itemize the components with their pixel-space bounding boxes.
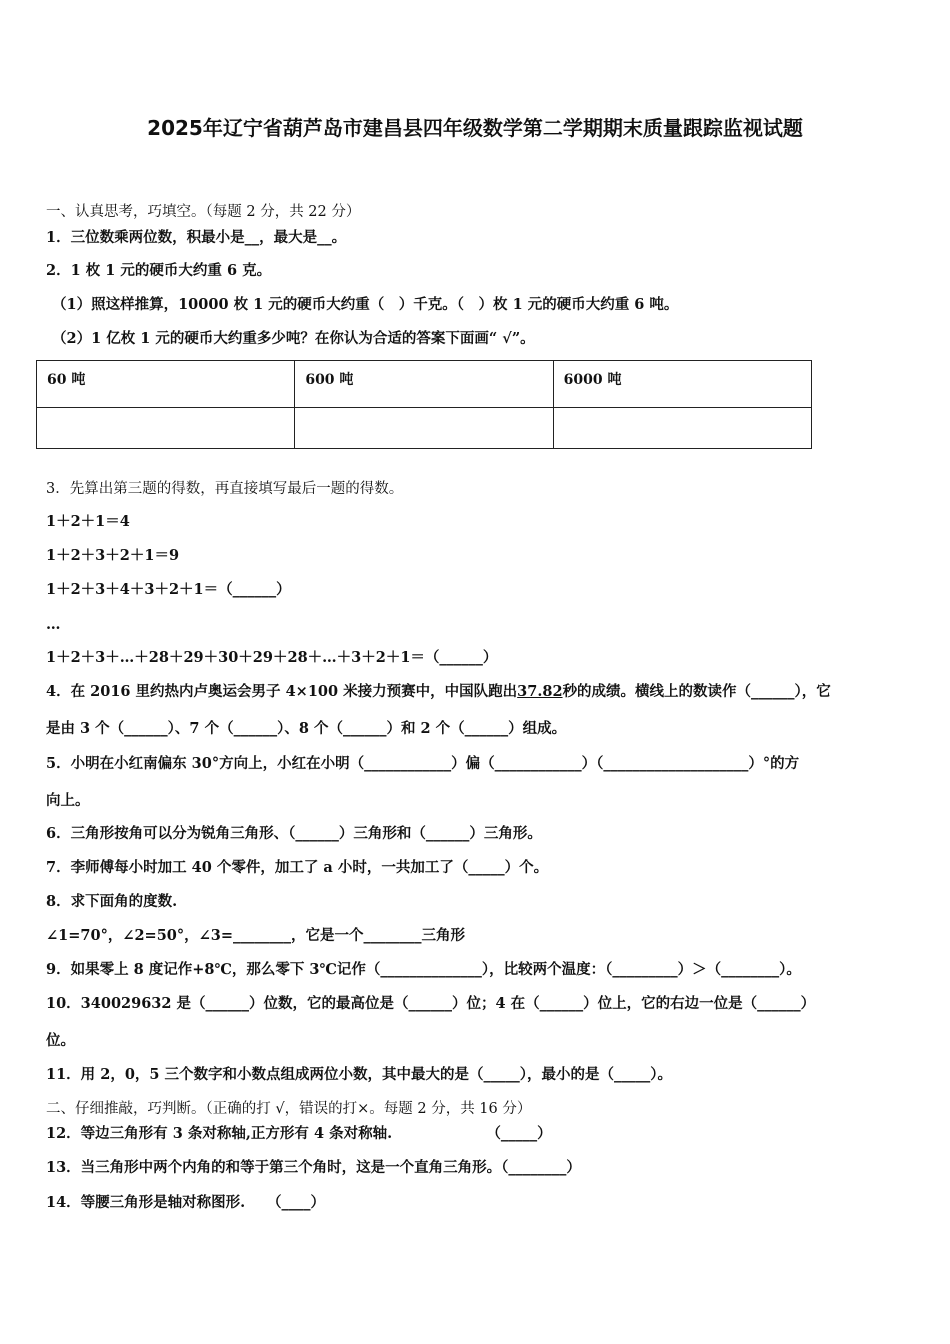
question-2-part-2: （2）1 亿枚 1 元的硬币大约重多少吨？在你认为合适的答案下面画“ √”。: [52, 330, 535, 347]
table-answer-cell[interactable]: [37, 408, 295, 449]
question-3-equation-3: 1＋2＋3＋4＋3＋2＋1＝（______）: [46, 581, 291, 598]
question-11: 11．用 2，0，5 三个数字和小数点组成两位小数，其中最大的是（_____），最小的是（_____）。: [46, 1066, 673, 1083]
question-12: 12．等边三角形有 3 条对称轴,正方形有 4 条对称轴. （_____）: [46, 1125, 552, 1142]
question-1: 1．三位数乘两位数，积最小是__，最大是__。: [46, 229, 347, 246]
question-10-line-2: 位。: [46, 1032, 75, 1049]
question-3-equation-4: 1＋2＋3＋…＋28＋29＋30＋29＋28＋…＋3＋2＋1＝（______）: [46, 649, 498, 666]
question-4-number: 37.82: [517, 683, 563, 700]
section-2-heading: 二、仔细推敲，巧判断。（正确的打 √，错误的打×。每题 2 分，共 16 分）: [46, 1101, 532, 1117]
question-10-line-1: 10．340029632 是（______）位数，它的最高位是（______）位；4 在（______）位上，它的右边一位是（______）: [46, 995, 816, 1012]
question-3-equation-1: 1＋2＋1＝4: [46, 513, 130, 530]
question-7: 7．李师傅每小时加工 40 个零件，加工了 a 小时，一共加工了（_____）个。: [46, 859, 549, 876]
table-answer-cell[interactable]: [553, 408, 811, 449]
question-4-line-1: [46, 682, 831, 702]
question-6: 6．三角形按角可以分为锐角三角形、（______）三角形和（______）三角形。: [46, 825, 542, 842]
question-4-text: 4．在 2016 里约热内卢奥运会男子 4×100 米接力预赛中，中国队跑出: [46, 683, 518, 700]
question-5-line-1: 5．小明在小红南偏东 30°方向上，小红在小明（____________）偏（____________）（____________________）°的方: [46, 755, 800, 772]
question-14: 14．等腰三角形是轴对称图形. （____）: [46, 1194, 325, 1211]
table-header-cell: 6000 吨: [553, 361, 811, 408]
question-8-angles: ∠1=70°，∠2=50°，∠3=________，它是一个________三角形: [46, 927, 466, 944]
question-2-part-1: （1）照这样推算，10000 枚 1 元的硬币大约重（ ）千克。（ ）枚 1 元的硬币大约重 6 吨。: [52, 296, 679, 313]
answer-table: [36, 360, 812, 449]
question-9: 9．如果零上 8 度记作+8℃，那么零下 3℃记作（______________），比较两个温度：（_________）＞（________）。: [46, 961, 801, 978]
question-5-line-2: 向上。: [46, 792, 90, 809]
question-3-equation-2: 1＋2＋3＋2＋1＝9: [46, 547, 180, 564]
table-answer-cell[interactable]: [295, 408, 553, 449]
question-4-text-cont: 秒的成绩。横线上的数读作（______），它: [562, 683, 831, 700]
table-header-cell: 600 吨: [295, 361, 553, 408]
question-13: 13．当三角形中两个内角的和等于第三个角时，这是一个直角三角形。（________）: [46, 1159, 581, 1176]
question-3-ellipsis: …: [46, 616, 61, 633]
question-4-line-2: 是由 3 个（______）、7 个（______）、8 个（______）和 2 个（______）组成。: [46, 720, 567, 737]
question-8: 8．求下面角的度数.: [46, 893, 178, 910]
question-3: 3．先算出第三题的得数，再直接填写最后一题的得数。: [46, 481, 404, 497]
question-2: 2．1 枚 1 元的硬币大约重 6 克。: [46, 262, 272, 279]
page-title: 2025年辽宁省葫芦岛市建昌县四年级数学第二学期期末质量跟踪监视试题: [147, 116, 803, 140]
table-header-cell: 60 吨: [37, 361, 295, 408]
section-1-heading: 一、认真思考，巧填空。（每题 2 分，共 22 分）: [46, 204, 361, 220]
